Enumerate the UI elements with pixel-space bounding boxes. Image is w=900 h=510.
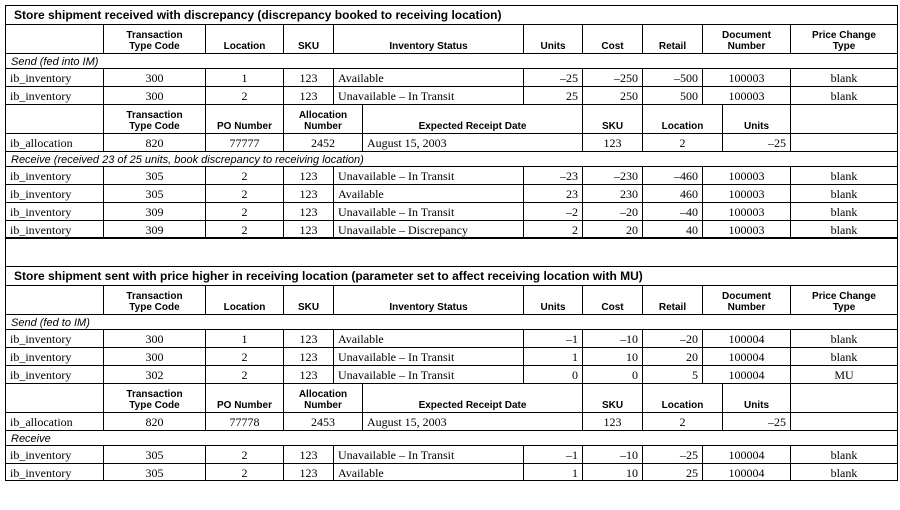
inventory-row-cell: 305	[103, 463, 205, 481]
column-header-cell: Price Change Type	[790, 285, 898, 314]
inventory-row-cell: ib_inventory	[5, 86, 103, 104]
inventory-row-cell: Unavailable – In Transit	[333, 86, 523, 104]
inventory-row-cell: –2	[523, 202, 582, 220]
inventory-row-cell: 100003	[702, 184, 790, 202]
inventory-row-cell: blank	[790, 220, 898, 238]
inventory-row-cell: ib_inventory	[5, 347, 103, 365]
inventory-row-cell: ib_inventory	[5, 329, 103, 347]
inventory-row-cell: ib_inventory	[5, 202, 103, 220]
inventory-row-cell: –1	[523, 445, 582, 463]
inventory-row-cell: 123	[283, 166, 333, 184]
allocation-row-cell: 123	[582, 133, 642, 151]
inventory-row-cell: Available	[333, 463, 523, 481]
inventory-row-cell: 250	[582, 86, 642, 104]
allocation-header-cell: Location	[642, 104, 722, 133]
inventory-row-cell: 100003	[702, 220, 790, 238]
allocation-row-cell	[790, 412, 898, 430]
allocation-row-cell: August 15, 2003	[362, 133, 582, 151]
inventory-row-cell: blank	[790, 463, 898, 481]
receive-label: Receive (received 23 of 25 units, book discrepancy to receiving location)	[5, 151, 898, 166]
column-header-cell: Price Change Type	[790, 24, 898, 53]
inventory-row-cell: 2	[205, 463, 283, 481]
column-header-cell: Inventory Status	[333, 285, 523, 314]
allocation-row-cell: 77778	[205, 412, 283, 430]
column-header-cell: Retail	[642, 24, 702, 53]
inventory-row-cell: 123	[283, 202, 333, 220]
inventory-row-cell: 123	[283, 184, 333, 202]
allocation-row-cell: 2	[642, 412, 722, 430]
allocation-header-cell: Expected Receipt Date	[362, 383, 582, 412]
inventory-row-cell: 10	[582, 347, 642, 365]
inventory-row-cell: 100003	[702, 202, 790, 220]
inventory-row-cell: 2	[205, 365, 283, 383]
allocation-header-cell	[790, 383, 898, 412]
inventory-row-cell: blank	[790, 184, 898, 202]
allocation-header-cell: SKU	[582, 383, 642, 412]
inventory-row-cell: Unavailable – In Transit	[333, 166, 523, 184]
inventory-row-cell: Available	[333, 329, 523, 347]
inventory-row-cell: ib_inventory	[5, 68, 103, 86]
inventory-row-cell: blank	[790, 166, 898, 184]
inventory-row-cell: 100003	[702, 166, 790, 184]
inventory-row-cell: 100004	[702, 445, 790, 463]
inventory-row-cell: 2	[205, 202, 283, 220]
inventory-row-cell: 123	[283, 220, 333, 238]
inventory-row-cell: blank	[790, 347, 898, 365]
inventory-row-cell: 305	[103, 445, 205, 463]
inventory-row-cell: MU	[790, 365, 898, 383]
inventory-row-cell: 300	[103, 329, 205, 347]
allocation-header-cell: Transaction Type Code	[103, 383, 205, 412]
inventory-row-cell: 1	[205, 329, 283, 347]
column-header-cell: Units	[523, 24, 582, 53]
inventory-row-cell: ib_inventory	[5, 184, 103, 202]
inventory-row-cell: 305	[103, 184, 205, 202]
allocation-row-cell: 820	[103, 133, 205, 151]
column-header-cell: SKU	[283, 24, 333, 53]
inventory-row-cell: 123	[283, 86, 333, 104]
inventory-row-cell: 305	[103, 166, 205, 184]
allocation-header-cell	[5, 383, 103, 412]
inventory-row-cell: blank	[790, 329, 898, 347]
inventory-row-cell: 2	[205, 220, 283, 238]
column-header-cell: Location	[205, 24, 283, 53]
send-label: Send (fed to IM)	[5, 314, 898, 329]
inventory-row-cell: 1	[205, 68, 283, 86]
allocation-header-cell: SKU	[582, 104, 642, 133]
inventory-row-cell: 460	[642, 184, 702, 202]
inventory-row-cell: 300	[103, 347, 205, 365]
allocation-header-cell	[790, 104, 898, 133]
allocation-header-cell: Units	[722, 383, 790, 412]
send-label: Send (fed into IM)	[5, 53, 898, 68]
inventory-row-cell: 300	[103, 68, 205, 86]
inventory-row-cell: blank	[790, 445, 898, 463]
inventory-row-cell: –500	[642, 68, 702, 86]
inventory-row-cell: 2	[205, 445, 283, 463]
column-header-cell: Cost	[582, 24, 642, 53]
allocation-row-cell	[790, 133, 898, 151]
allocation-row-cell: ib_allocation	[5, 133, 103, 151]
allocation-row-cell: –25	[722, 133, 790, 151]
column-header-cell: Document Number	[702, 285, 790, 314]
inventory-row-cell: –230	[582, 166, 642, 184]
column-header-cell: Transaction Type Code	[103, 285, 205, 314]
allocation-row-cell: August 15, 2003	[362, 412, 582, 430]
receive-label: Receive	[5, 430, 898, 445]
inventory-row-cell: –250	[582, 68, 642, 86]
allocation-header-cell: PO Number	[205, 104, 283, 133]
allocation-header-cell: Units	[722, 104, 790, 133]
inventory-row-cell: 230	[582, 184, 642, 202]
inventory-row-cell: ib_inventory	[5, 220, 103, 238]
column-header-cell	[5, 24, 103, 53]
inventory-row-cell: ib_inventory	[5, 166, 103, 184]
inventory-row-cell: 0	[523, 365, 582, 383]
column-header-cell: Cost	[582, 285, 642, 314]
inventory-row-cell: –20	[582, 202, 642, 220]
allocation-row-cell: 2	[642, 133, 722, 151]
inventory-row-cell: 100004	[702, 347, 790, 365]
allocation-row-cell: 2453	[283, 412, 362, 430]
inventory-row-cell: –25	[523, 68, 582, 86]
inventory-row-cell: 309	[103, 220, 205, 238]
inventory-row-cell: 2	[205, 86, 283, 104]
allocation-header-cell: Location	[642, 383, 722, 412]
allocation-row-cell: 2452	[283, 133, 362, 151]
inventory-row-cell: 300	[103, 86, 205, 104]
inventory-row-cell: blank	[790, 86, 898, 104]
inventory-row-cell: Unavailable – In Transit	[333, 445, 523, 463]
inventory-row-cell: –460	[642, 166, 702, 184]
inventory-row-cell: 5	[642, 365, 702, 383]
inventory-row-cell: –10	[582, 445, 642, 463]
inventory-row-cell: 123	[283, 68, 333, 86]
inventory-row-cell: ib_inventory	[5, 445, 103, 463]
inventory-row-cell: 23	[523, 184, 582, 202]
inventory-row-cell: 100004	[702, 463, 790, 481]
inventory-row-cell: Available	[333, 68, 523, 86]
allocation-header-cell: Expected Receipt Date	[362, 104, 582, 133]
inventory-row-cell: 25	[642, 463, 702, 481]
inventory-row-cell: 1	[523, 347, 582, 365]
inventory-row-cell: Unavailable – In Transit	[333, 365, 523, 383]
inventory-row-cell: 123	[283, 329, 333, 347]
inventory-row-cell: 2	[523, 220, 582, 238]
inventory-row-cell: –25	[642, 445, 702, 463]
allocation-header-cell: Transaction Type Code	[103, 104, 205, 133]
allocation-row-cell: 820	[103, 412, 205, 430]
allocation-row-cell: ib_allocation	[5, 412, 103, 430]
column-header-cell: Retail	[642, 285, 702, 314]
inventory-row-cell: 25	[523, 86, 582, 104]
inventory-row-cell: 100004	[702, 329, 790, 347]
inventory-row-cell: 100003	[702, 68, 790, 86]
inventory-row-cell: ib_inventory	[5, 365, 103, 383]
allocation-row-cell: 123	[582, 412, 642, 430]
inventory-row-cell: 100003	[702, 86, 790, 104]
inventory-row-cell: blank	[790, 202, 898, 220]
inventory-row-cell: Unavailable – Discrepancy	[333, 220, 523, 238]
allocation-row-cell: 77777	[205, 133, 283, 151]
inventory-row-cell: 100004	[702, 365, 790, 383]
allocation-header-cell: Allocation Number	[283, 383, 362, 412]
inventory-row-cell: 302	[103, 365, 205, 383]
inventory-row-cell: 20	[642, 347, 702, 365]
inventory-row-cell: –10	[582, 329, 642, 347]
inventory-row-cell: 123	[283, 365, 333, 383]
allocation-header-cell	[5, 104, 103, 133]
inventory-row-cell: Unavailable – In Transit	[333, 347, 523, 365]
column-header-cell: SKU	[283, 285, 333, 314]
section-spacer	[5, 238, 898, 266]
inventory-row-cell: 2	[205, 166, 283, 184]
column-header-cell: Transaction Type Code	[103, 24, 205, 53]
inventory-row-cell: ib_inventory	[5, 463, 103, 481]
inventory-row-cell: 123	[283, 463, 333, 481]
section-title: Store shipment sent with price higher in receiving location (parameter set to affect receiving location with MU)	[5, 266, 898, 285]
allocation-row-cell: –25	[722, 412, 790, 430]
column-header-cell: Document Number	[702, 24, 790, 53]
inventory-row-cell: Unavailable – In Transit	[333, 202, 523, 220]
column-header-cell: Units	[523, 285, 582, 314]
allocation-header-cell: Allocation Number	[283, 104, 362, 133]
inventory-row-cell: 123	[283, 445, 333, 463]
section-title: Store shipment received with discrepancy (discrepancy booked to receiving location)	[5, 5, 898, 24]
inventory-row-cell: 0	[582, 365, 642, 383]
column-header-cell	[5, 285, 103, 314]
inventory-row-cell: 309	[103, 202, 205, 220]
inventory-row-cell: 20	[582, 220, 642, 238]
inventory-row-cell: 2	[205, 184, 283, 202]
inventory-row-cell: blank	[790, 68, 898, 86]
inventory-row-cell: 500	[642, 86, 702, 104]
inventory-row-cell: 1	[523, 463, 582, 481]
column-header-cell: Inventory Status	[333, 24, 523, 53]
inventory-row-cell: 2	[205, 347, 283, 365]
inventory-row-cell: Available	[333, 184, 523, 202]
inventory-row-cell: 10	[582, 463, 642, 481]
inventory-row-cell: –20	[642, 329, 702, 347]
inventory-row-cell: 40	[642, 220, 702, 238]
inventory-row-cell: 123	[283, 347, 333, 365]
inventory-row-cell: –1	[523, 329, 582, 347]
inventory-row-cell: –23	[523, 166, 582, 184]
column-header-cell: Location	[205, 285, 283, 314]
inventory-row-cell: –40	[642, 202, 702, 220]
allocation-header-cell: PO Number	[205, 383, 283, 412]
